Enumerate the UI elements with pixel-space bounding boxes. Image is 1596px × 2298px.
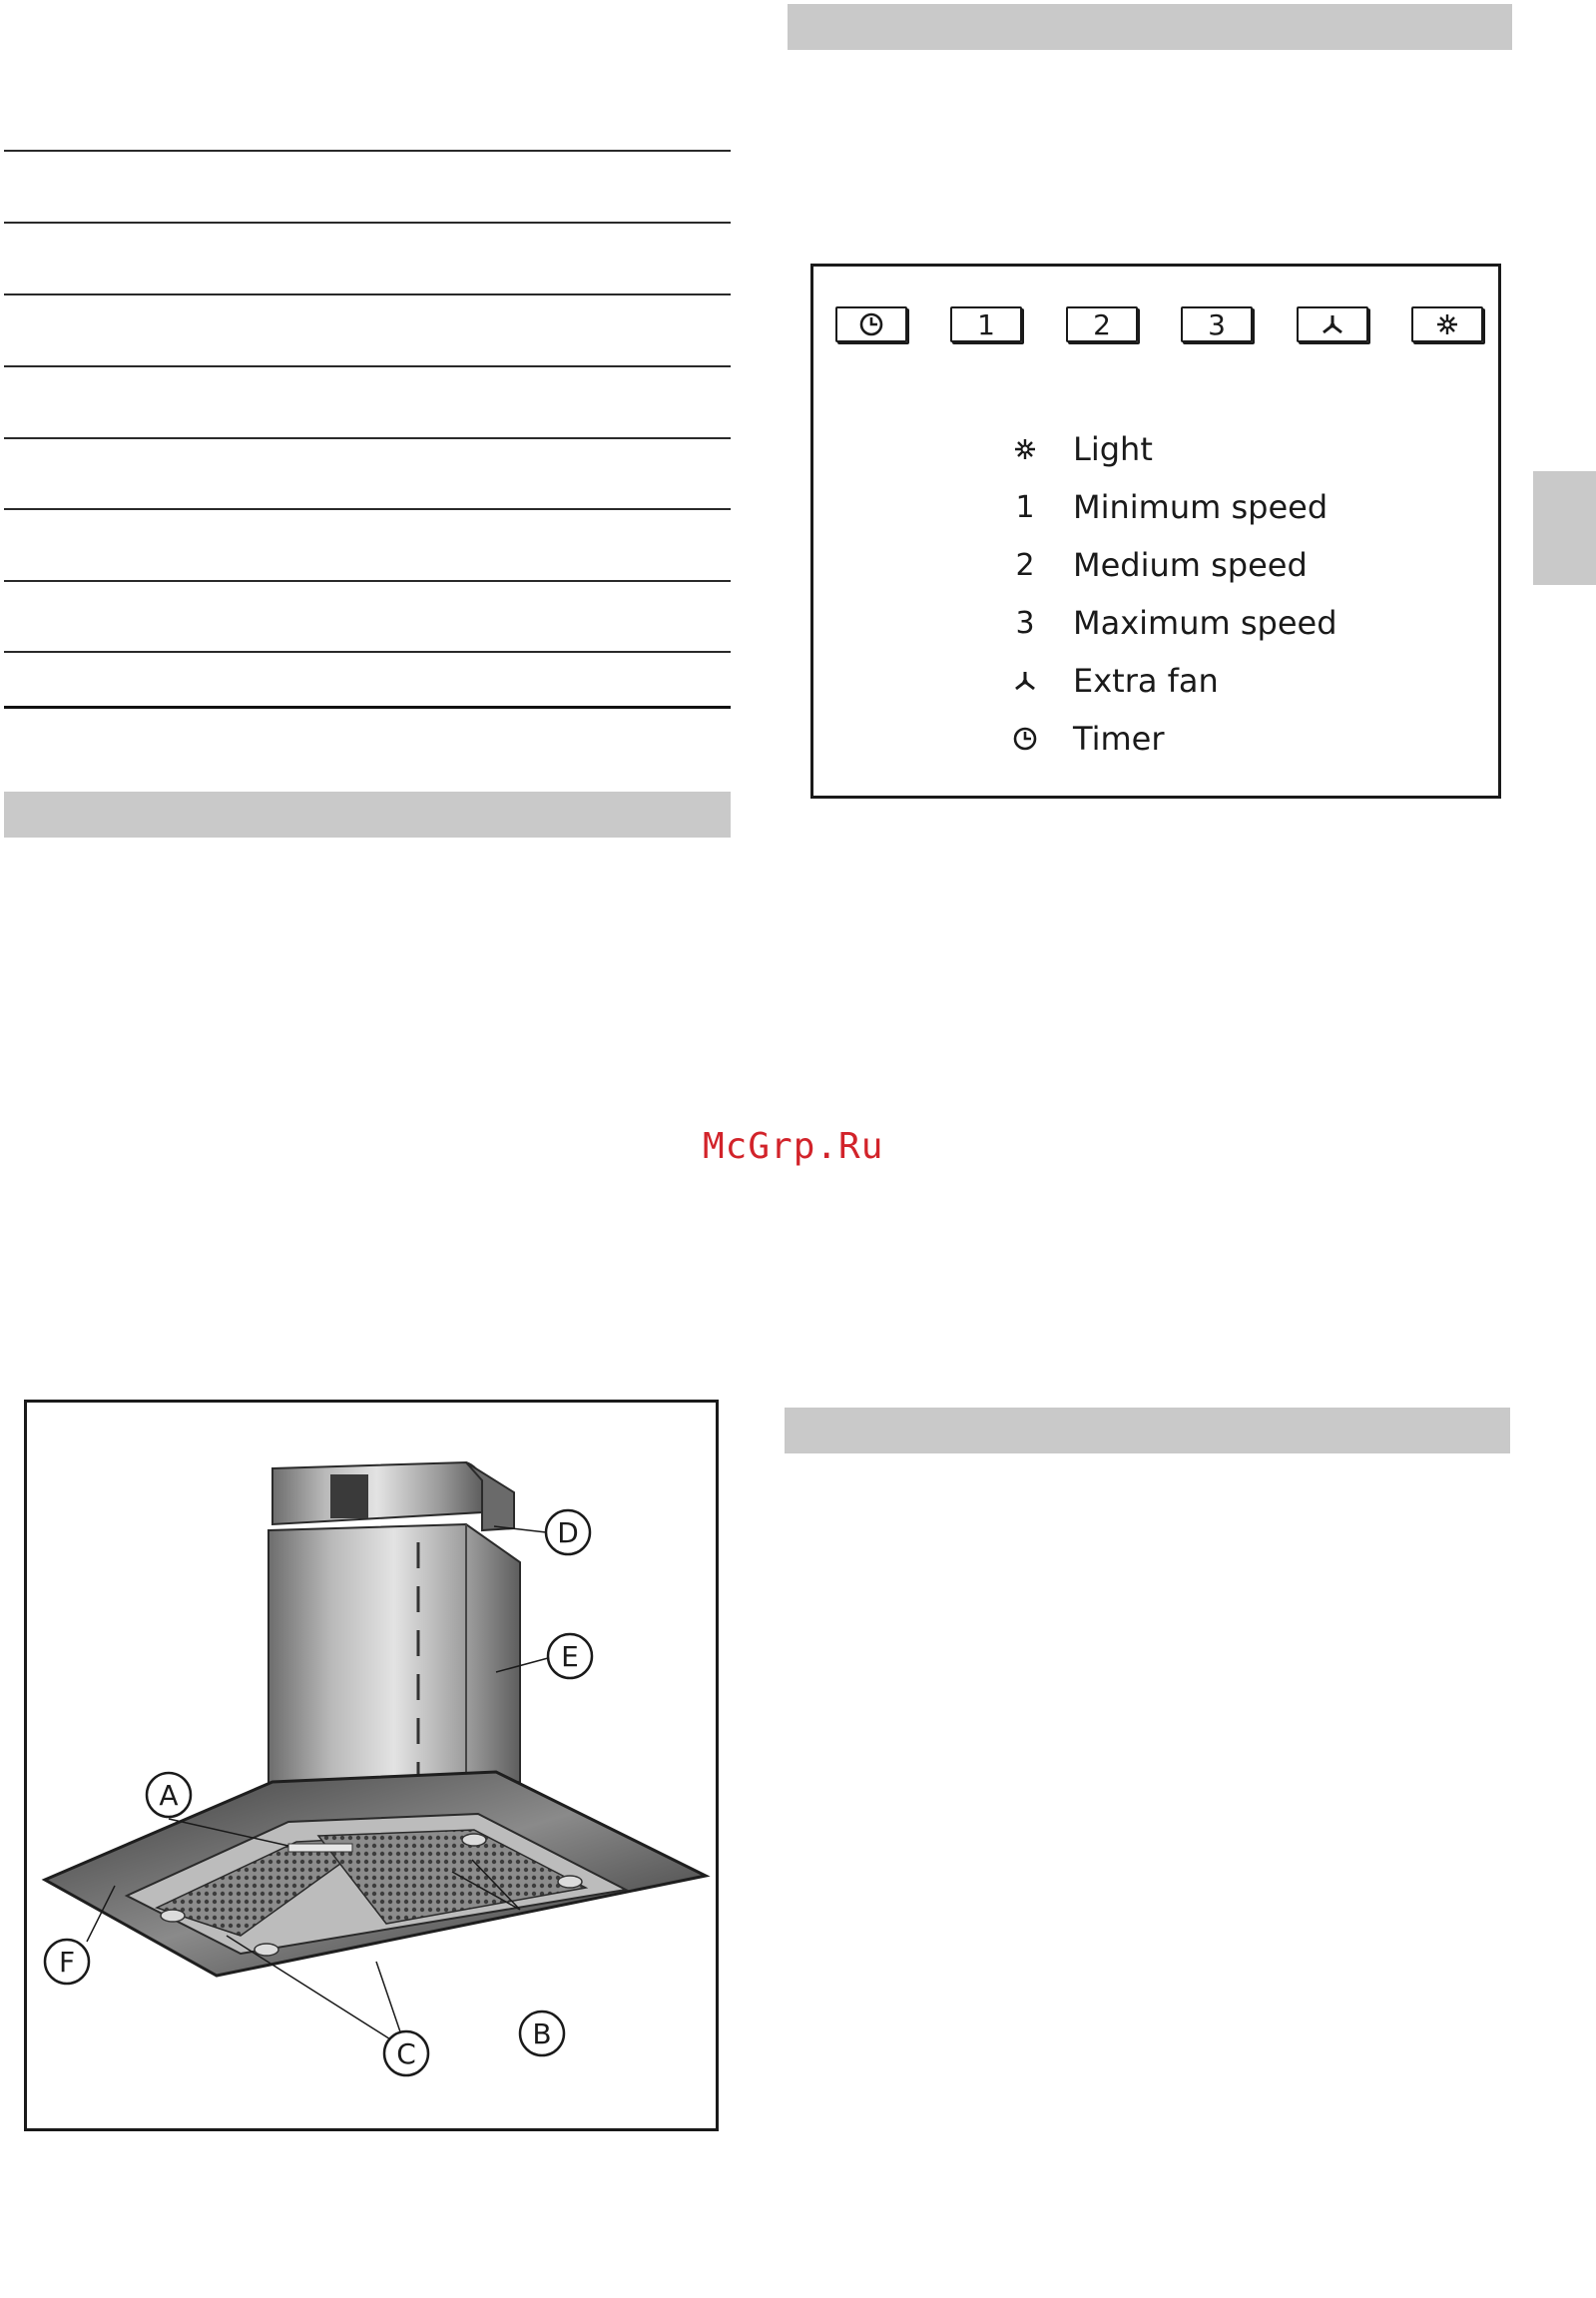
control-panel-figure [810, 264, 1501, 799]
section-header-bar-top-right [788, 4, 1512, 50]
lamp-left [161, 1910, 185, 1922]
page-side-tab [1533, 471, 1596, 585]
legend-row-timer [999, 719, 1164, 759]
table-rule-1 [4, 150, 731, 152]
fan-icon [1011, 668, 1039, 694]
vent-grille [330, 1474, 368, 1518]
legend-label: Medium speed [1073, 546, 1308, 584]
hood-drawing [27, 1403, 716, 2128]
lower-chimney [268, 1524, 520, 1802]
table-rule-5 [4, 437, 731, 439]
legend-row-maximum-speed [999, 603, 1337, 643]
callout-b [520, 2011, 564, 2055]
speed-1-key[interactable]: 1 [950, 306, 1022, 342]
section-header-bar-bottom-right [785, 1408, 1510, 1453]
svg-text:B: B [532, 2017, 552, 2050]
fan-icon [1319, 311, 1346, 337]
legend-label: Minimum speed [1073, 488, 1329, 526]
legend-label: Extra fan [1073, 662, 1219, 700]
table-rule-4 [4, 365, 731, 367]
speed-3-key[interactable]: 3 [1181, 306, 1253, 342]
clock-icon [1012, 726, 1038, 752]
table-rule-2 [4, 222, 731, 224]
control-keys [288, 1844, 352, 1852]
legend-symbol-3: 3 [1015, 605, 1035, 641]
watermark: McGrp.Ru [703, 1126, 884, 1167]
svg-text:C: C [396, 2037, 416, 2070]
svg-text:D: D [557, 1516, 579, 1549]
light-key[interactable] [1411, 306, 1483, 342]
callout-e [548, 1634, 592, 1678]
lamp-right [558, 1876, 582, 1888]
legend-row-extra-fan [999, 661, 1219, 701]
section-header-bar-left [4, 792, 731, 838]
timer-key[interactable] [835, 306, 907, 342]
legend-row-medium-speed [999, 545, 1308, 585]
speed-2-key[interactable]: 2 [1066, 306, 1138, 342]
svg-text:E: E [561, 1640, 579, 1673]
svg-text:F: F [58, 1946, 76, 1979]
table-rule-6 [4, 508, 731, 510]
extra-fan-key[interactable] [1297, 306, 1368, 342]
light-icon [1012, 436, 1038, 462]
legend-label: Timer [1073, 720, 1165, 758]
legend-row-light [999, 429, 1153, 469]
legend-label: Light [1073, 430, 1153, 468]
legend-label: Maximum speed [1073, 604, 1337, 642]
table-rule-3 [4, 293, 731, 295]
light-icon [1434, 311, 1460, 337]
lamp-front [255, 1944, 278, 1956]
hood-illustration-figure [24, 1400, 719, 2131]
legend-symbol-2: 2 [1015, 547, 1035, 583]
callout-c [384, 2031, 428, 2075]
table-rule-7 [4, 580, 731, 582]
legend-symbol-1: 1 [1015, 489, 1035, 525]
svg-text:A: A [159, 1779, 179, 1812]
upper-chimney [272, 1462, 482, 1524]
callout-a [147, 1773, 191, 1817]
lamp-back [462, 1834, 486, 1846]
clock-icon [858, 311, 884, 337]
table-rule-8 [4, 651, 731, 653]
legend-row-minimum-speed [999, 487, 1328, 527]
callout-f [45, 1940, 89, 1984]
callout-d [546, 1510, 590, 1554]
table-rule-bottom [4, 706, 731, 709]
